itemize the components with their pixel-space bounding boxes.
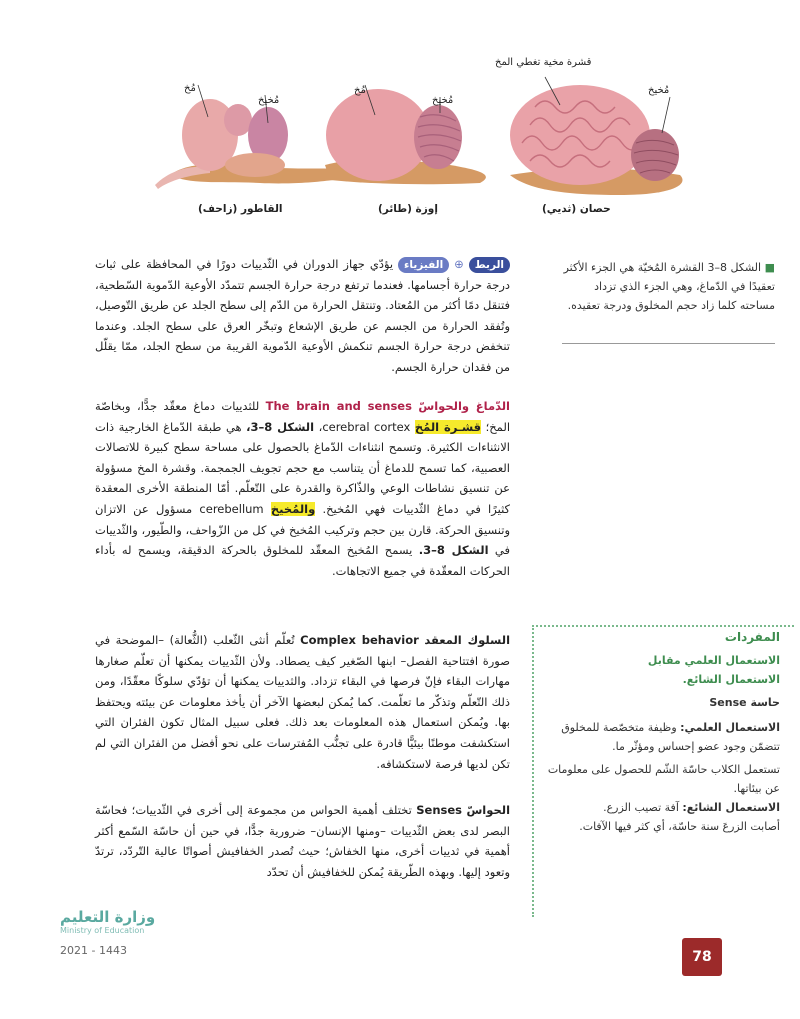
vocab-heading: المفردات xyxy=(724,630,780,644)
complex-behavior-paragraph xyxy=(95,630,510,774)
brains-illustration xyxy=(150,55,710,215)
side-caption-divider xyxy=(562,343,775,344)
badge-link-icon: ⊕ xyxy=(454,257,464,271)
brain-text-3: هي طبقة الدّماغ الخارجية ذات الانثناءات الكثيرة. وتسمح انثناءات الدّماغ بالحصول على مساحة سطح كبيرة للاتصالات العصبية، كما تسمح للدماغ أن يتناسب مع حجم تجويف الجمجمة. وقشرة المخ مسؤولة عن تنسيق نشاطات الوعي والذّاكرة والقدرة على التّعلّم. أمّا المنطقة الأخرى المعقدة كثيرًا في دماغ الثّدييات فهي المُخيخ. xyxy=(95,419,511,516)
brain-comparison-figure xyxy=(150,55,710,215)
term-brain-ar: الدّماغ والحواسّ xyxy=(418,399,510,413)
connect-text: يؤدّي جهاز الدوران في الثّدييات دورًا في المحافظة على ثبات درجة حرارة أجسامها. فعندما ترتفع درجة حرارة الجسم تتمدّد الأوعية الدّموية السّطحية، فتنقل دمًا أكثر من المُعتاد. وتنتقل الحرارة من الدّم إلى سطح الجلد عن طريق التّوصيل، وتُفقد الحرارة من الجسم عن طريق الإشعاع وتبخّر العرق على سطح الجلد. وعندما تنخفض درجة حرارة الجسم تنكمش الأوعية الدّموية القريبة من سطح الجلد، ممّا يقلّل من فقدان حرارة الجسم. xyxy=(95,257,510,374)
term-senses-en: Senses xyxy=(416,803,462,817)
badge-link: الربط xyxy=(469,257,510,273)
term-brain-en: The brain and senses xyxy=(265,399,412,413)
highlight-cerebral-cortex: قشـرة المُخ xyxy=(414,419,482,434)
brain-text-2: cerebral cortex، xyxy=(318,419,411,434)
brain-text-5: يسمح المُخيخ المعقّد للمخلوق بالحركة الدقيقة، ويسمح له بأداء الحركات المعقّدة في جميع الاتجاهات. xyxy=(95,543,510,578)
vocab-scientific-label: الاستعمال العلمي: xyxy=(680,721,780,734)
ministry-logo xyxy=(60,908,155,935)
vocab-subheading-2: الاستعمال الشائع. xyxy=(682,673,780,686)
vocab-common-use xyxy=(545,798,780,817)
figure-side-caption xyxy=(560,258,775,315)
vocabulary-box xyxy=(545,628,780,836)
senses-text: تختلف أهمية الحواس من مجموعة إلى أخرى في الثّدييات؛ فحاسّة البصر لدى بعض الثّدييات –ومنها الإنسان– ضرورية جدًّا، في حين أن حاسّة السّمع أكثر أهمية في ثدييات أخرى، منها الخفاش؛ حيث تُصدر الخفافيش أصواتًا عالية التّردّد، ترتدّ وتعود إليها. وبهذه الطّريقة يُمكن للخفافيش أن تحدّد xyxy=(95,803,510,879)
vocab-common-text: آفة تصيب الزرع. xyxy=(603,801,679,814)
term-behavior-ar: السلوك المعقد xyxy=(424,633,511,647)
label-alligator-cerebellum: مُخيخ xyxy=(258,95,280,106)
label-cerebral-cortex: قشرة مخية تغطي المخ xyxy=(495,57,592,68)
badge-physics: الفيزياء xyxy=(398,257,449,273)
figure-ref-1: الشكل 8–3، xyxy=(246,419,315,434)
brain-text-1: للثدييات دماغ معقّد جدًّا، وبخاصّة المخ؛ xyxy=(95,399,511,434)
caption-goose: إوزة (طائر) xyxy=(378,203,438,215)
senses-paragraph xyxy=(95,800,510,882)
vocab-subheading-1: الاستعمال العلمي مقابل xyxy=(647,654,780,667)
figure-ref-2: الشكل 8–3. xyxy=(418,543,489,558)
vocab-common-label: الاستعمال الشائع: xyxy=(682,801,780,814)
vocab-scientific-text: وظيفة متخصّصة للمخلوق تتضمّن وجود عضو إحساس ومؤثّر ما. xyxy=(561,721,780,753)
brain-text-4: cerebellum مسؤول عن الاتزان وتنسيق الحركة. قارن بين حجم وتركيب المُخيخ في كل من الزّواحف، والطّيور، والثّدييات في xyxy=(95,501,510,558)
vocab-word: حاسة Sense xyxy=(709,696,780,709)
page-number: 78 xyxy=(682,938,722,976)
year-label: 2021 - 1443 xyxy=(60,944,127,957)
label-goose-cerebrum: مُخ xyxy=(354,85,366,96)
term-senses-ar: الحواسّ xyxy=(466,803,511,817)
highlight-cerebellum: والمُخيخ xyxy=(270,501,316,516)
brain-senses-paragraph xyxy=(95,396,510,581)
caption-alligator: القاطور (زاحف) xyxy=(198,203,283,215)
term-behavior-en: Complex behavior xyxy=(300,633,419,647)
vocab-common-example: أصابت الزرعَ سنة حاسّة، أي كثر فيها الآفات. xyxy=(579,820,780,833)
caption-bullet-icon: ■ xyxy=(764,261,775,274)
ministry-name-en: Ministry of Education xyxy=(60,926,145,935)
goose-brain xyxy=(325,85,486,184)
label-goose-cerebellum: مُخيخ xyxy=(432,95,454,106)
vocab-scientific-use xyxy=(545,718,780,756)
label-horse-cerebellum: مُخيخ xyxy=(648,85,670,96)
vocab-scientific-example: تستعمل الكلاب حاسّة الشّم للحصول على معلومات عن بيئاتها. xyxy=(547,763,780,795)
caption-horse: حصان (ثديي) xyxy=(542,203,611,215)
side-caption-text: الشكل 8–3 القشرة المُخيّة هي الجزء الأكثر تعقيدًا في الدّماغ، وهي الجزء الذي تزداد مساحته كلما زاد حجم المخلوق ودرجة تعقيده. xyxy=(563,261,775,312)
behavior-text: تُعلّم أنثى الثّعلب (الثُّعالة) –الموضحة في صورة افتتاحية الفصل– ابنها الصّغير كيف يصطاد. ولأن الثّدييات يمكنها أن تعلّم صغارها مهارات البقاء فإنّ فرصها في البقاء تزداد. والثدييات يمكنها أن تؤدّي سلوكًا معقّدًا، ومن ذلك التّعلّم وتذكّر ما تعلّمت. كما يُمكن لبعضها الآخر أن يأخذ معلومات عن بيئته ويحتفظ بها. ويُمكن استعمال هذه المعلومات بعد ذلك. فعلى سبيل المثال تكون الفئران التي استكشفت موطنًا بيئيًّا قادرة على تجنُّب المُفترسات على نحو أفضل من الفئران التي لم تكن لديها فرصة لاستكشافه. xyxy=(95,633,510,771)
ministry-name-ar: وزارة التعليم xyxy=(60,908,156,926)
connect-paragraph xyxy=(95,254,510,378)
label-alligator-cerebrum: مُخ xyxy=(184,83,196,94)
